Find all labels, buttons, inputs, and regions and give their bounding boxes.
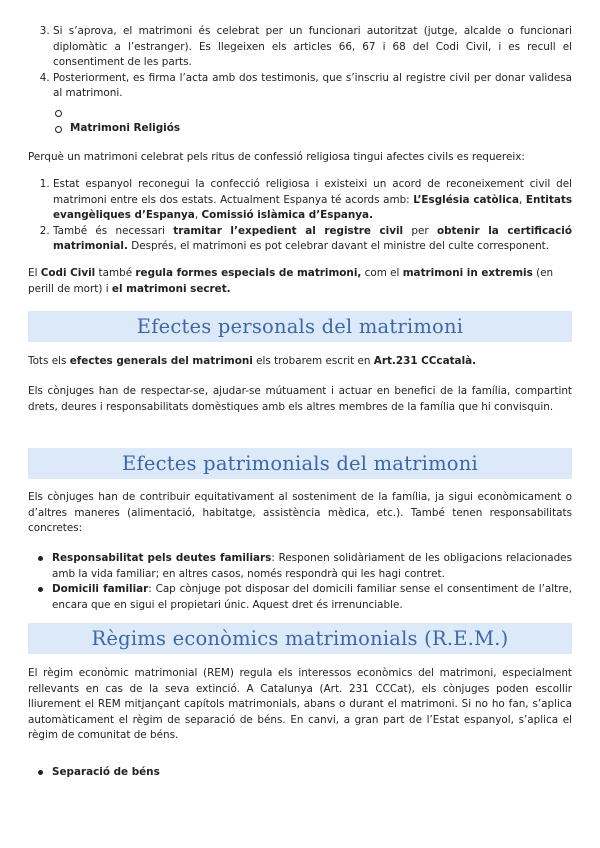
section-title: Efectes patrimonials del matrimoni xyxy=(122,452,478,475)
procedure-item-4: 4. Posteriorment, es firma l’acta amb dos testimonis, que s’inscriu al registre civil per donar validesa al matrimoni. xyxy=(53,71,572,102)
requirement-item-1: 1. Estat espanyol reconegui la confecció religiosa i existeixi un acord de reconeixement civil del matrimoni entre els dos estats. Actualment Espanya té acords amb: L’Església catòlica, Entitats evangèliques d’Espanya, Comissió islàmica d’Espanya. xyxy=(53,177,572,224)
sub-item-religious: Matrimoni Religiós xyxy=(55,121,572,137)
bullet-domicili: Domicili familiar: Cap cònjuge pot disposar del domicili familiar sense el consentiment de l’altre, encara que en sigui el propietari únic. Aquest dret és irrenunciable. xyxy=(38,582,572,613)
sub-item-empty xyxy=(55,105,572,121)
patrimonial-bullets xyxy=(28,551,572,613)
personal-paragraph-1: Tots els efectes generals del matrimoni els trobarem escrit en Art.231 CCcatalà. xyxy=(28,355,477,367)
requirement-item-2: 2. També és necessari tramitar l’expedient al registre civil per obtenir la certificació matrimonial. Després, el matrimoni es pot celebrar davant el ministre del culte corresponent. xyxy=(53,224,572,255)
sub-list xyxy=(28,105,572,136)
section-heading-personal xyxy=(28,311,572,342)
codi-civil-paragraph: El Codi Civil també regula formes especials de matrimoni, com el matrimoni in extremis (en perill de mort) i el matrimoni secret. xyxy=(28,267,554,295)
procedure-item-3: 3. Si s’aprova, el matrimoni és celebrat per un funcionari autoritzat (jutge, alcalde o funcionari diplomàtic a l’estranger). Es llegeixen els articles 66, 67 i 68 del Codi Civil, i es recull el consentiment de les parts. xyxy=(53,24,572,71)
patrimonial-intro: Els cònjuges han de contribuir equitativament al sosteniment de la família, ja sigui econòmicament o d’altres maneres (alimentació, habitatge, assistència mèdica, etc.). També tenen responsabilitats concretes: xyxy=(28,491,572,535)
section-title: Règims econòmics matrimonials (R.E.M.) xyxy=(91,627,509,650)
section-heading-rem xyxy=(28,623,572,654)
religious-requirements-list xyxy=(28,177,572,255)
rem-bullets xyxy=(28,765,572,781)
religious-intro: Perquè un matrimoni celebrat pels ritus de confessió religiosa tingui afectes civils es requereix: xyxy=(28,151,525,163)
bullet-separacio: Separació de béns xyxy=(38,765,572,781)
bullet-deutes: Responsabilitat pels deutes familiars: Responen solidàriament de les obligacions relacionades amb la vida familiar; en altres casos, només respondrà qui les hagi contret. xyxy=(38,551,572,582)
section-title: Efectes personals del matrimoni xyxy=(136,315,464,338)
rem-paragraph: El règim econòmic matrimonial (REM) regula els interessos econòmics del matrimoni, especialment rellevants en cas de la seva extinció. A Catalunya (Art. 231 CCCat), els cònjuges poden escollir lliurement el REM mitjançant capítols matrimonials, abans o durant el matrimoni. Si no ho fan, s’aplica automàticament el règim de separació de béns. En canvi, a gran part de l’Estat espanyol, s’aplica el règim de comunitat de béns. xyxy=(28,667,572,742)
procedure-list xyxy=(28,24,572,102)
section-heading-patrimonial xyxy=(28,448,572,479)
personal-paragraph-2: Els cònjuges han de respectar-se, ajudar-se mútuament i actuar en benefici de la família, compartint drets, deures i responsabilitats domèstiques amb els altres membres de la família que hi convisquin. xyxy=(28,385,572,413)
